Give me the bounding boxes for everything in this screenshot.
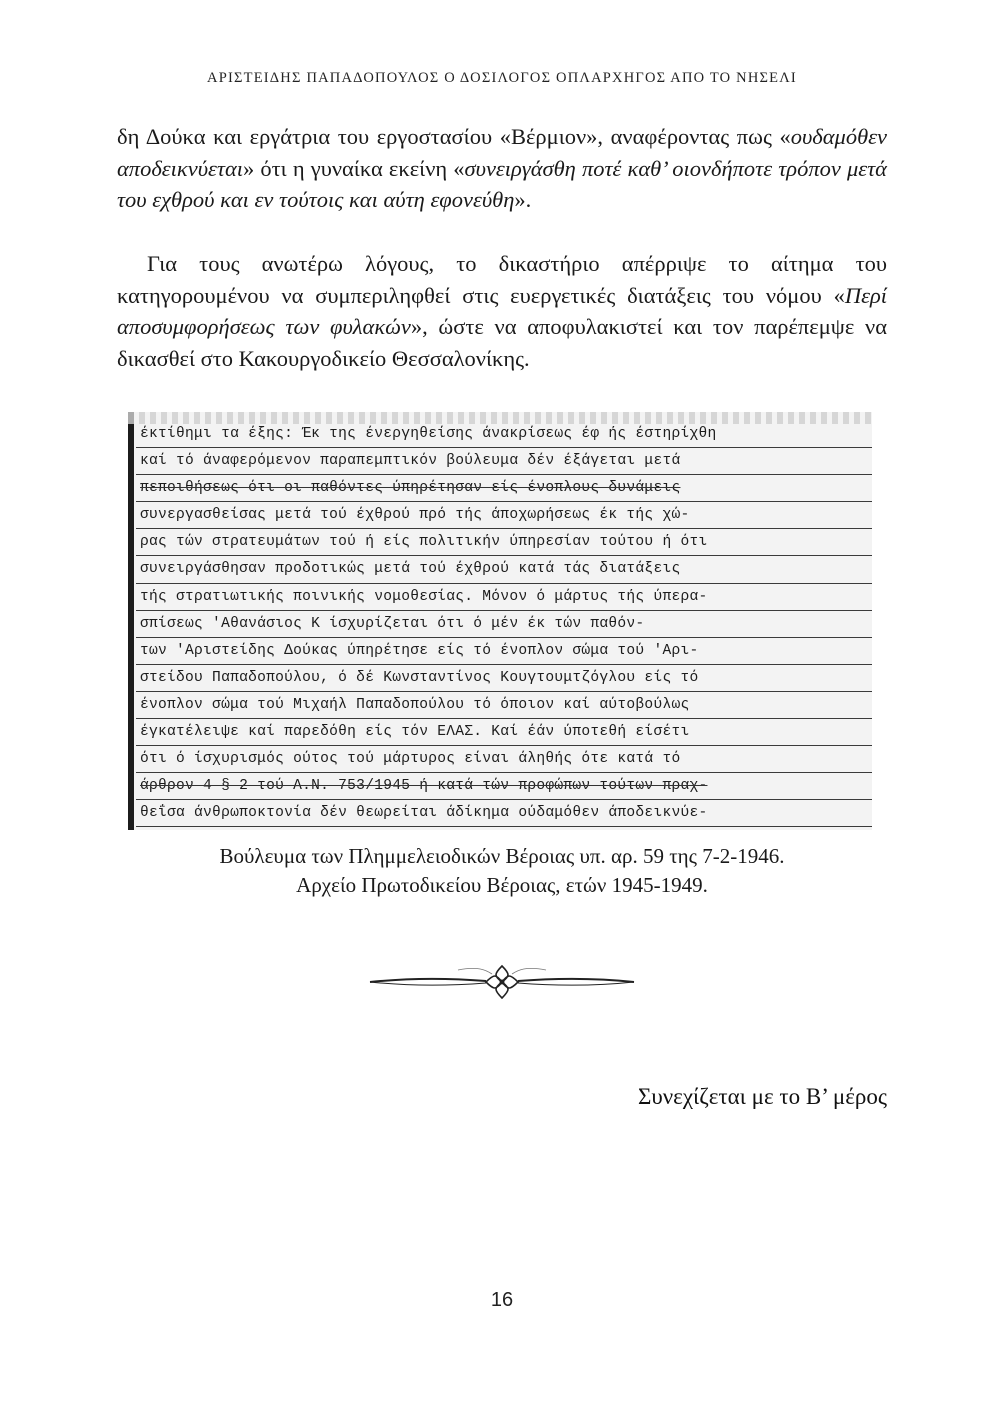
paragraph-2 — [117, 248, 887, 374]
scan-line: πεποιθήσεως ότι οι παθόντες ύπηρέτησαν είς ένοπλους δυνάμεις — [136, 475, 872, 502]
paragraph-1 — [117, 121, 887, 216]
scan-line: στείδου Παπαδοπούλου, ό δέ Κωνσταντίνος Κουγτουμτζόγλου είς τό — [136, 665, 872, 692]
running-head: ΑΡΙΣΤΕΙΔΗΣ ΠΑΠΑΔΟΠΟΥΛΟΣ Ο ΔΟΣΙΛΟΓΟΣ ΟΠΛΑΡΧΗΓΟΣ ΑΠΟ ΤΟ ΝΗΣΕΛΙ — [207, 70, 797, 86]
paragraph-2-text-c: », ώστε να αποφυλακιστεί και τον παρέπεμψε να δικασθεί στο Κακουργοδικείο Θεσσαλονίκης. — [117, 314, 887, 371]
scan-line: των 'Αριστείδης Δούκας ύπηρέτησε είς τό ένοπλον σώμα τού 'Αρι- — [136, 638, 872, 665]
paragraph-1-text-e: ». — [514, 187, 532, 213]
caption-line-1: Βούλευμα των Πλημμελειοδικών Βέροιας υπ. αρ. 59 της 7-2-1946. — [219, 844, 785, 868]
paragraph-2-text-a: Για τους ανωτέρω λόγους, το δικαστήριο απέρριψε το αίτημα του κατηγορουμένου να συμπεριληφθεί στις ευεργετικές διατάξεις του νόμου « — [117, 251, 887, 308]
scan-line: ένοπλον σώμα τού Μιχαήλ Παπαδοπούλου τό όποιον καί αύτοβούλως — [136, 692, 872, 719]
scan-line: έγκατέλειψε καί παρεδόθη είς τόν ΕΛΑΣ. Καί έάν ύποτεθή είσέτι — [136, 719, 872, 746]
ornament-divider-icon — [368, 960, 636, 1004]
scan-line: άρθρον 4 § 2 τού Α.Ν. 753/1945 ή κατά τών προφώπων τούτων πραχ- — [136, 773, 872, 800]
paragraph-1-quote-1: ουδαμόθεν αποδεικνύεται — [117, 124, 887, 181]
figure-caption — [0, 842, 1004, 900]
scan-line: συνεργασθείσας μετά τού έχθρού πρό τής άποχωρήσεως έκ τής χώ- — [136, 502, 872, 529]
scan-line: τής στρατιωτικής ποινικής νομοθεσίας. Μόνον ό μάρτυς τής ύπερα- — [136, 584, 872, 611]
paragraph-1-text-c: » ότι η γυναίκα εκείνη « — [243, 155, 465, 181]
paragraph-1-text-a: δη Δούκα και εργάτρια του εργοστασίου «Βέρμιον», αναφέροντας πως « — [117, 124, 791, 149]
scan-line: συνειργάσθησαν προδοτικώς μετά τού έχθρού κατά τάς διατάξεις — [136, 556, 872, 583]
scan-line: καί τό άναφερόμενον παραπεμπτικόν βούλευμα δέν έξάγεται μετά — [136, 448, 872, 475]
scan-line: έκτίθημι τα έξης: Έκ της ένεργηθείσης άνακρίσεως έφ ής έστηρίχθη — [136, 421, 872, 448]
continued-note: Συνεχίζεται με το Β’ μέρος — [638, 1084, 887, 1109]
scan-line: ρας τών στρατευμάτων τού ή είς πολιτικήν ύπηρεσίαν τούτου ή ότι — [136, 529, 872, 556]
page-number: 16 — [490, 1289, 514, 1311]
scan-line: θεΐσα άνθρωποκτονία δέν θεωρείται άδίκημα ούδαμόθεν άποδεικνύε- — [136, 800, 872, 827]
caption-line-2: Αρχείο Πρωτοδικείου Βέροιας, ετών 1945-1949. — [296, 873, 708, 897]
paragraph-2-law-title: Περί αποσυμφορήσεως των φυλακών — [117, 282, 887, 340]
scan-line: ότι ό ίσχυρισμός ούτος τού μάρτυρος είναι άληθής ότε κατά τό — [136, 746, 872, 773]
scanned-text-lines — [136, 421, 872, 827]
scanned-document-image — [128, 412, 872, 830]
paragraph-1-quote-2: συνειργάσθη ποτέ καθ’ οιονδήποτε τρόπον μετά του εχθρού και εν τούτοις και αύτη εφονεύθη — [117, 155, 887, 213]
scan-line: σπίσεως 'Αθανάσιος Κ ίσχυρίζεται ότι ό μέν έκ τών παθόν- — [136, 611, 872, 638]
